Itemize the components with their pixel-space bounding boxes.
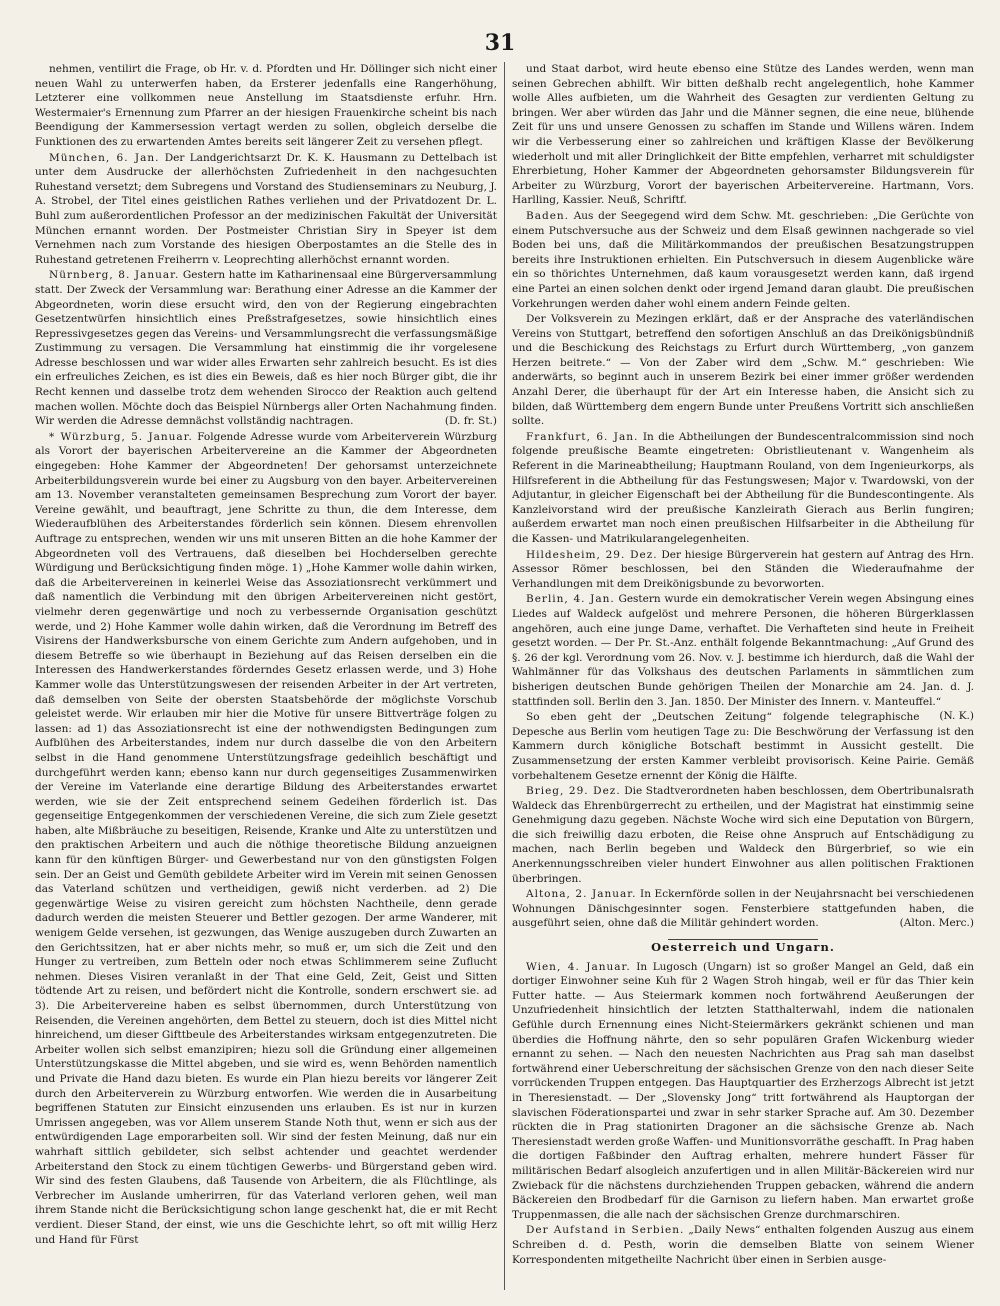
section-title-text: Oesterreich und Ungarn. xyxy=(651,940,835,955)
source-attribution: (N. K.) xyxy=(939,710,974,723)
article-text: Der Landgerichtsarzt Dr. K. K. Hausmann zu Dettelbach ist unter dem Ausdrucke der allerhöchsten Zufriedenheit in den nachgesuchten Ruhestand versetzt; dem Subregens und Vorstand des Studienseminars zu Neuburg, J. A. Strobel, der Titel eines geistlichen Rathes verliehen und der Privatdozent Dr. L. Buhl zum außerordentlichen Professor an der medizinischen Fakultät der Universität München ernannt worden. Der Postmeister Christian Siry in Speyer ist dem Vernehmen nach zum Vorstande des hiesigen Oberpostamtes an die Stelle des in Ruhestand getretenen Freiherrn v. Leoprechting allerhöchst ernannt worden. xyxy=(35,151,497,266)
article-text: In Eckernförde sollen in der Neujahrsnacht bei verschiedenen Wohnungen Dänischgesinnter sogen. Fensterbiere stattgefunden haben, die ausgeführt seien, ohne daß die Militär gehindert worden. xyxy=(512,888,974,930)
dateline: Baden. xyxy=(526,209,570,222)
dateline: Frankfurt, 6. Jan. xyxy=(526,430,639,443)
left-column xyxy=(35,62,497,1292)
article-paragraph xyxy=(35,430,497,1247)
article-paragraph xyxy=(512,592,974,723)
dateline: * Würzburg, 5. Januar. xyxy=(49,430,193,443)
article-paragraph xyxy=(512,784,974,886)
article-paragraph xyxy=(512,312,974,429)
article-paragraph xyxy=(512,710,974,783)
right-column-articles xyxy=(512,62,974,931)
source-attribution: (D. fr. St.) xyxy=(444,415,497,428)
page-number: 31 xyxy=(484,30,516,56)
article-text: Der Volksverein zu Mezingen erklärt, daß er der Ansprache des vaterländischen Vereins von Stuttgart, betreffend den sofortigen Anschluß an das Dreikönigsbündniß und die Beschickung des Reichstags zu Erfurt durch Württemberg, „von ganzem Herzen beitrete.“ — Von der Zaber wird dem „Schw. M.“ geschrieben: Wie anderwärts, so beginnt auch in unserem Bezirk bei einer immer größer werdenden Anzahl Derer, die überhaupt für der Art ein Interesse haben, die Ansicht sich zu bilden, daß Württemberg dem engern Bunde unter Preußens Vortritt sich anschließen sollte. xyxy=(512,313,974,428)
dateline: Nürnberg, 8. Januar. xyxy=(49,269,180,282)
dateline: Brieg, 29. Dez. xyxy=(526,785,621,798)
article-text: Aus der Seegegend wird dem Schw. Mt. geschrieben: „Die Gerüchte von einem Putschversuche aus der Schweiz und dem Elsaß gewinnen nachgerade so viel Boden bei uns, daß die Militärkommandos der preußischen Besatzungstruppen bereits ihre Instruktionen erhielten. Ein Putschversuch in diesem Augenblicke wäre ein so thörichtes Unternehmen, daß kaum vorausgesetzt werden kann, daß irgend eine Partei an einen solchen denkt oder irgend Jemand daran glaubt. Die preußischen Vorkehrungen werden daher wohl einem andern Feinde gelten. xyxy=(512,209,974,310)
dateline: Wien, 4. Januar. xyxy=(526,960,631,973)
dateline: Berlin, 4. Jan. xyxy=(526,593,615,606)
dateline: Hildesheim, 29. Dez. xyxy=(526,548,658,561)
right-column xyxy=(512,62,974,1292)
article-text: Der hiesige Bürgerverein hat gestern auf Antrag des Hrn. Assessor Römer beschlossen, bei den Ständen die Wiederaufnahme der Verhandlungen mit dem Dreikönigsbunde zu bevorworten. xyxy=(512,548,974,590)
article-text: und Staat darbot, wird heute ebenso eine Stütze des Landes werden, wenn man seinen Gebrechen abhilft. Wir bitten deßhalb recht angelegentlich, hohe Kammer wolle Alles aufbieten, um die Wahrheit des Gesagten zur verdienten Geltung zu bringen. Wer aber würden das Jahr und die Männer segnen, die eine neue, blühende Zeit für uns und unsere Genossen zu schaffen im Stande und Willens wären. Indem wir die Verbesserung einer so zahlreichen und kräftigen Klasse der Bevölkerung wiederholt und mit aller Dringlichkeit der Bitte empfehlen, verharret mit schuldigster Ehrerbietung, Hoher Kammer der Abgeordneten gehorsamster Bildungsverein für Arbeiter zu Würzburg, Vorort der bayerischen Arbeitervereine. Hartmann, Vors. Harlling, Kassier. Neuß, Schriftf. xyxy=(512,63,974,207)
source-attribution: (Alton. Merc.) xyxy=(899,917,974,930)
article-paragraph xyxy=(512,887,974,931)
dateline: Der Aufstand in Serbien. xyxy=(526,1224,685,1237)
article-paragraph xyxy=(512,430,974,547)
article-paragraph xyxy=(512,960,974,1223)
article-paragraph xyxy=(35,62,497,150)
article-paragraph xyxy=(512,1223,974,1267)
section-title xyxy=(512,939,974,955)
article-paragraph xyxy=(512,209,974,311)
article-text: nehmen, ventilirt die Frage, ob Hr. v. d. Pfordten und Hr. Döllinger sich nicht einer neuen Wahl zu unterwerfen haben, da Ersterer jedenfalls eine Rangerhöhung, Letzterer eine vollkommen neue Anstellung im Staatsdienste erfuhr. Hrn. Westermaier's Ernennung zum Pfarrer an der hiesigen Frauenkirche scheint bis nach Beendigung der Kammersession vertagt werden zu sollen, obgleich derselbe die Funktionen des zu erwartenden Amtes bereits seit längerer Zeit zu versehen pflegt. xyxy=(35,63,497,148)
article-text: Folgende Adresse wurde vom Arbeiterverein Würzburg als Vorort der bayerischen Arbeitervereine an die Kammer der Abgeordneten eingegeben: Hohe Kammer der Abgeordneten! Der gehorsamst unterzeichnete Arbeiterbildungsverein wurde bei einer zu Augsburg von den bayer. Arbeitervereinen am 13. November veranstalteten gemeinsamen Besprechung zum Vorort der bayer. Vereine gewählt, und beauftragt, jene Schritte zu thun, die dem Interesse, dem Wiederaufblühen des Arbeiterstandes förderlich sein können. Diesem ehrenvollen Auftrage zu entsprechen, wenden wir uns mit unseren Bitten an die hohe Kammer der Abgeordneten voll des Vertrauens, daß dieselben bei Hochderselben gerechte Würdigung und Berücksichtigung finden möge. 1) „Hohe Kammer wolle dahin wirken, daß die Arbeitervereinen in keinerlei Weise das Assoziationsrecht verkümmert und daß namentlich die Verbindung mit den übrigen Arbeitervereinen nicht gestört, vielmehr deren gegenwärtige und noch zu verbessernde Organisation geschützt werde, und 2) Hohe Kammer wolle dahin wirken, daß die Verordnung im Betreff des Visirens der Handwerksbursche von einem Gerichte zum Andern aufgehoben, und in diesem Betreffe so wie überhaupt in Beziehung auf das Reisen derselben ein die Interessen des Handwerkerstandes förderndes Gesetz erlassen werde, und 3) Hohe Kammer wolle das Unterstützungswesen der reisenden Arbeiter in der Art vertreten, daß demselben von Seite der obersten Staatsbehörde der möglichste Vorschub geleistet werde. Wir erlauben mir hier die Motive für unsere Bittverträge folgen zu lassen: ad 1) das Assoziationsrecht ist eine der nothwendigsten Bedingungen zum Aufblühen des Arbeiterstandes, indem nur durch dasselbe die von den Arbeitern selbst in die Hand genommene Unterstützungsfrage gedeihlich beschäftigt und durchgeführt werden kann; ebenso kann nur durch gegenseitiges Zusammenwirken der Vereine im Vaterlande eine derartige Bildung des Arbeiterstandes erwartet werden, wie sie der Zeit entsprechend seinem Gedeihen förderlich ist. Das gegenseitige Entgegenkommen der verschiedenen Vereine, die sich zum Ziele gesetzt haben, alte Mißbräuche zu beseitigen, Reisende, Kranke und Alte zu unterstützen und den praktischen Arbeitern und auch die nöthige theoretische Bildung anzueignen kann für den künftigen Bürger- und Gewerbestand nur von den günstigsten Folgen sein. Der an Geist und Gemüth gebildete Arbeiter wird im Verein mit seinen Genossen das Vaterland schützen und vertheidigen, gewiß nicht verderben. ad 2) Die gegenwärtige Weise zu visiren gereicht zum höchsten Nachtheile, denn gerade dadurch werden die meisten Steuerer und Bettler gezogen. Der arme Wanderer, mit wenigem Gelde versehen, ist gezwungen, das Wenige auszugeben durch Zuwarten an den Gerichtssitzen, hat er aber nichts mehr, so muß er, um sich die Zeit und den Hunger zu vertreiben, zum Betteln oder noch etwas Schlimmerem seine Zuflucht nehmen. Dieses Visiren veranlaßt in der That eine Geld, Zeit, Geist und Sitten tödtende Art zu reisen, und befördert nicht die Kontrolle, sondern erschwert sie. ad 3). Die Arbeitervereine haben es selbst übernommen, durch Unterstützung von Reisenden, die Vereinen angehörten, dem Bettel zu steuern, doch ist dies Mittel nicht hinreichend, um dieser Gifttbeule des Arbeiterstandes wirksam entgegenzutreten. Die Arbeiter wollen sich selbst emanzipiren; hiezu soll die Gründung einer allgemeinen Unterstützungskasse die Mittel abgeben, und sie wird es, wenn Behörden namentlich und Private die Hand dazu bieten. Es wurde ein Plan hiezu bereits vor längerer Zeit durch den Arbeiterverein zu Würzburg entworfen. Wie werden die in Ausarbeitung begriffenen Statuten zur Einsicht einzusenden uns erlauben. Es ist nur in kurzen Umrissen angegeben, was vor Allem unserem Stande Noth thut, wenn er sich aus der entwürdigenden Lage emporarbeiten soll. Wir sind der festen Meinung, daß nur ein wahrhaft sittlich gebildeter, sich selbst achtender und geachtet werdender Arbeiterstand den Stock zu einem tüchtigen Gewerbs- und Bürgerstand geben wird. Wir sind des festen Glaubens, daß Tausende von Arbeitern, die als Flüchtlinge, als Verbrecher im Auslande umherirren, für das Vaterland verloren gehen, weil man ihrem Stande nicht die Berücksichtigung schon lange geschenkt hat, die er mit Recht verdient. Dieser Stand, der einst, wie uns die Geschichte lehrt, so oft mit willig Herz und Hand für Fürst xyxy=(35,430,497,1246)
dateline: Altona, 2. Januar. xyxy=(526,888,637,901)
section-articles xyxy=(512,960,974,1267)
article-text: So eben geht der „Deutschen Zeitung“ folgende telegraphische Depesche aus Berlin vom heutigen Tage zu: Die Beschwörung der Verfassung ist den Kammern durch königliche Botschaft bestimmt in Aussicht gestellt. Die Zusammensetzung der ersten Kammer verbleibt provisorisch. Keine Pairie. Gemäß vorbehaltenem Gesetze ernennt der König die Hälfte. xyxy=(512,711,974,782)
article-paragraph xyxy=(512,548,974,592)
article-text: Gestern wurde ein demokratischer Verein wegen Absingung eines Liedes auf Waldeck aufgelöst und mehrere Personen, die höheren Bürgerklassen angehören, auch eine junge Dame, verhaftet. Die Verhafteten sind heute in Freiheit gesetzt worden. — Der Pr. St.-Anz. enthält folgende Bekanntmachung: „Auf Grund des §. 26 der kgl. Verordnung vom 26. Nov. v. J. bestimme ich hierdurch, daß die Wahl der Wahlmänner für das Volkshaus des deutschen Parlaments in sämmtlichen zum bisherigen deutschen Bunde gehörigen Theilen der Monarchie am 24. Jan. d. J. stattfinden soll. Berlin den 3. Jan. 1850. Der Minister des Innern. v. Manteuffel.“ xyxy=(512,593,974,708)
dateline: München, 6. Jan. xyxy=(49,151,160,164)
article-paragraph xyxy=(35,151,497,268)
article-text: Die Stadtverordneten haben beschlossen, dem Obertribunalsrath Waldeck das Ehrenbürgerrecht zu ertheilen, und der Magistrat hat einstimmig seine Genehmigung dazu gegeben. Nächste Woche wird sich eine Deputation von Bürgern, die sich freiwillig dazu erboten, die Reise ohne Anspruch auf Entschädigung zu machen, nach Berlin begeben und Waldeck den Bürgerbrief, so wie ein Anerkennungsschreiben vieler hundert Einwohner aus allen politischen Fraktionen überbringen. xyxy=(512,785,974,885)
article-text: Gestern hatte im Katharinensaal eine Bürgerversammlung statt. Der Zweck der Versammlung war: Berathung einer Adresse an die Kammer der Abgeordneten, worin diese ersucht wird, den von der Regierung eingebrachten Gesetzentwürfen hinsichtlich eines Preßstrafgesetzes, sowie hinsichtlich eines Repressivgesetzes gegen das Vereins- und Versammlungsrecht die verfassungsmäßige Zustimmung zu versagen. Die Versammlung hat einstimmig die ihr vorgelesene Adresse beschlossen und war wider alles Erwarten sehr zahlreich besucht. Es ist dies ein erfreuliches Zeichen, es ist dies ein Beweis, daß es hier noch Bürger gibt, die ihr Recht kennen und dasselbe trotz dem wehenden Sirocco der Reaktion auch geltend machen wollen. Möchte doch das Beispiel Nürnbergs aller Orten Nachahmung finden. Wir werden die Adresse demnächst vollständig nachtragen. xyxy=(35,269,497,428)
article-text: „Daily News“ enthalten folgenden Auszug aus einem Schreiben d. d. Pesth, worin die demselben Blatte von seinem Wiener Korrespondenten mitgetheilte Nachricht über einen in Serbien ausge- xyxy=(512,1224,974,1266)
article-text: In Lugosch (Ungarn) ist so großer Mangel an Geld, daß ein dortiger Einwohner seine Kuh für 2 Wagen Stroh hingab, weil er für das Thier kein Futter hatte. — Aus Steiermark kommen noch fortwährend Aeußerungen der Unzufriedenheit hinsichtlich der letzten Statthalterwahl, indem die nationalen Gefühle durch Ernennung eines Nicht-Steiermärkers gekränkt schienen und man überdies die Hoffnung nährte, den so sehr populären Grafen Wickenburg wieder ernannt zu sehen. — Nach den neuesten Nachrichten aus Prag sah man daselbst fortwährend einer Ueberschreitung der sächsischen Grenze von den nach dieser Seite vorrückenden Truppen entgegen. Das Hauptquartier des Erzherzogs Albrecht ist jetzt in Theresienstadt. — Der „Slovensky Jong“ tritt fortwährend als Hauptorgan der slavischen Föderationspartei und zwar in sehr starker Sprache auf. Am 30. Dezember rückten die in Prag stationirten Dragoner an die sächsische Grenze ab. Nach Theresienstadt werden große Waffen- und Munitionsvorräthe geschafft. In Prag haben die dortigen Faßbinder den Auftrag erhalten, mehrere hundert Fässer für militärischen Bedarf alsogleich anzufertigen und in allen Militär-Bäckereien wird nur Zwieback für die nächstens durchziehenden Truppen gebacken, während die andern Bäckereien den Brodbedarf für die Garnison zu liefern haben. Man erwartet große Truppenmassen, die alle nach der sächsischen Grenze durchmarschiren. xyxy=(512,960,974,1221)
article-paragraph xyxy=(35,268,497,429)
article-text: In die Abtheilungen der Bundescentralcommission sind noch folgende preußische Beamte eingetreten: Obristlieutenant v. Wangenheim als Referent in die Marineabtheilung; Hauptmann Rouland, von dem Ingenieurkorps, als Hilfsreferent in die Abtheilung für das Festungswesen; Major v. Twardowski, von der Adjutantur, in gleicher Eigenschaft bei der Abtheilung für die Bundescontingente. Als Kanzleivorstand wird der preußische Kanzleirath Gierach aus Berlin fungiren; außerdem erwartet man noch einen preußischen Hilfsarbeiter in die Abtheilung für die Kassen- und Matrikularangelegenheiten. xyxy=(512,430,974,545)
column-divider xyxy=(504,62,505,1290)
article-paragraph xyxy=(512,62,974,208)
